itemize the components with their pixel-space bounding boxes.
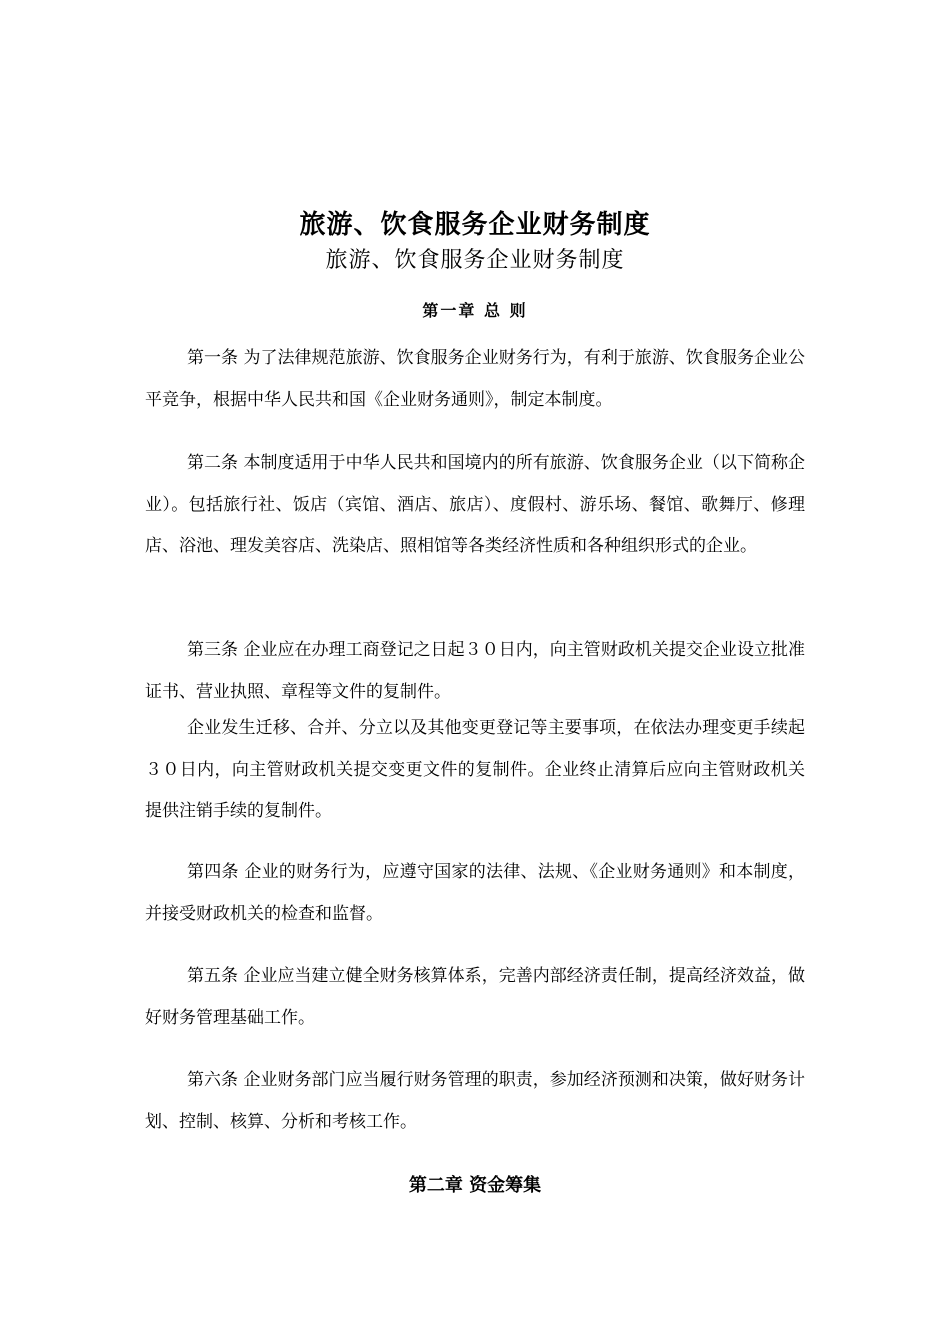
article-paragraph: 第一条 为了法律规范旅游、饮食服务企业财务行为，有利于旅游、饮食服务企业公平竞争，根据中华人民共和国《企业财务通则》，制定本制度。: [145, 348, 805, 410]
article-paragraph: 第六条 企业财务部门应当履行财务管理的职责，参加经济预测和决策，做好财务计划、控制、核算、分析和考核工作。: [145, 1070, 805, 1132]
chapter-heading: 第二章 资金筹集: [408, 1175, 542, 1196]
chapter-heading: 第一章 总 则: [422, 301, 528, 320]
article-paragraph: 第四条 企业的财务行为，应遵守国家的法律、法规、《企业财务通则》和本制度，并接受财政机关的检查和监督。: [145, 862, 805, 924]
document-subtitle: 旅游、饮食服务企业财务制度: [325, 248, 625, 273]
document-title: 旅游、饮食服务企业财务制度: [299, 210, 651, 240]
article-paragraph: 第二条 本制度适用于中华人民共和国境内的所有旅游、饮食服务企业（以下简称企业）。包括旅行社、饭店（宾馆、酒店、旅店）、度假村、游乐场、餐馆、歌舞厅、修理店、浴池、理发美容店、洗染店、照相馆等各类经济性质和各种组织形式的企业。: [145, 453, 805, 556]
article-paragraph: 企业发生迁移、合并、分立以及其他变更登记等主要事项，在依法办理变更手续起３０日内，向主管财政机关提交变更文件的复制件。企业终止清算后应向主管财政机关提供注销手续的复制件。: [145, 718, 805, 821]
article-paragraph: 第三条 企业应在办理工商登记之日起３０日内，向主管财政机关提交企业设立批准证书、营业执照、章程等文件的复制件。: [145, 640, 805, 702]
article-paragraph: 第五条 企业应当建立健全财务核算体系，完善内部经济责任制，提高经济效益，做好财务管理基础工作。: [145, 966, 805, 1028]
